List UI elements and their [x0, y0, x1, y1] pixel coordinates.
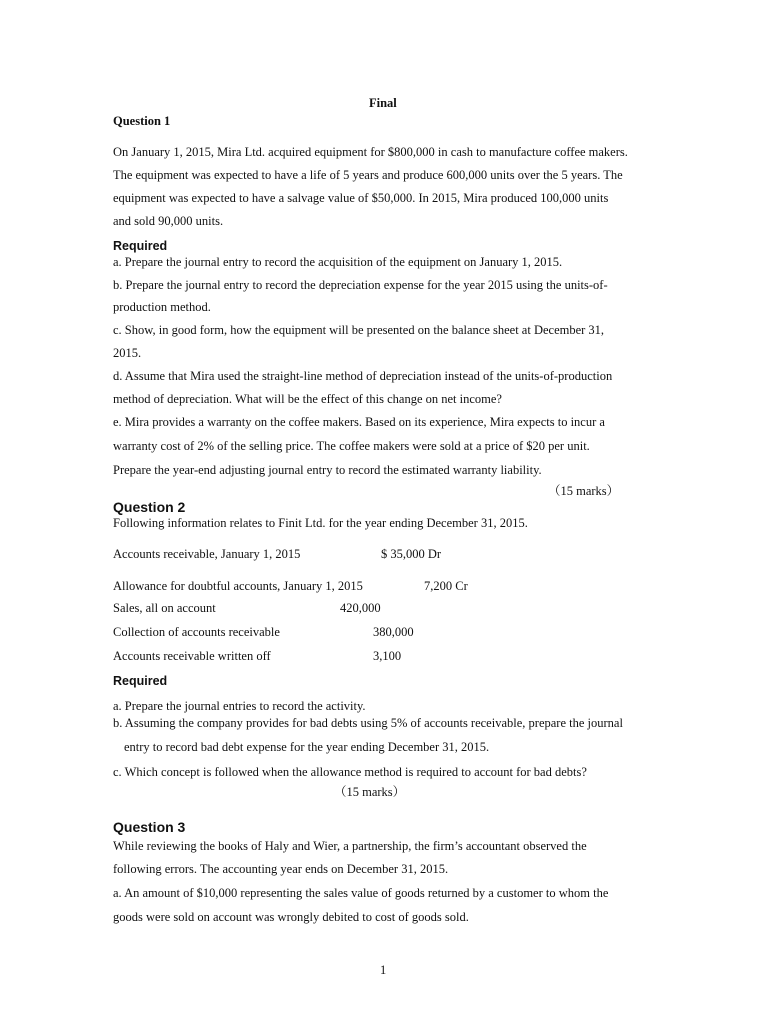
q1-item: b. Prepare the journal entry to record the depreciation expense for the year 2015 using the units-of- — [113, 278, 608, 292]
q2-row-label: Accounts receivable written off — [113, 649, 271, 663]
q1-item: e. Mira provides a warranty on the coffee makers. Based on its experience, Mira expects to incur a — [113, 415, 605, 429]
q1-para-line: and sold 90,000 units. — [113, 214, 224, 228]
q2-item: entry to record bad debt expense for the year ending December 31, 2015. — [124, 740, 490, 754]
q3-para-line: a. An amount of $10,000 representing the sales value of goods returned by a customer to whom the — [113, 886, 609, 900]
q1-para-line: The equipment was expected to have a life of 5 years and produce 600,000 units over the 5 years. The — [113, 168, 623, 182]
q3-para-line: following errors. The accounting year ends on December 31, 2015. — [113, 862, 449, 876]
q2-row-label: Sales, all on account — [113, 601, 216, 615]
q3-para-line: goods were sold on account was wrongly debited to cost of goods sold. — [113, 910, 469, 924]
q1-marks: （15 marks） — [548, 484, 620, 498]
q1-heading: Question 1 — [113, 114, 171, 128]
q1-para-line: On January 1, 2015, Mira Ltd. acquired equipment for $800,000 in cash to manufacture coffee makers. — [113, 145, 628, 159]
q1-required-heading: Required — [113, 239, 168, 253]
q1-item: a. Prepare the journal entry to record the acquisition of the equipment on January 1, 2015. — [113, 255, 563, 269]
q2-row-label: Allowance for doubtful accounts, January 1, 2015 — [113, 579, 363, 593]
page-number: 1 — [380, 963, 387, 977]
q1-item: 2015. — [113, 346, 142, 360]
q2-marks: （15 marks） — [334, 785, 406, 799]
q2-row-value: 380,000 — [373, 625, 414, 639]
q2-item: a. Prepare the journal entries to record the activity. — [113, 699, 366, 713]
q2-row-value: 420,000 — [340, 601, 381, 615]
q1-para-line: equipment was expected to have a salvage value of $50,000. In 2015, Mira produced 100,000 units — [113, 191, 609, 205]
q3-heading: Question 3 — [113, 819, 186, 835]
q3-para-line: While reviewing the books of Haly and Wier, a partnership, the firm’s accountant observed the — [113, 839, 587, 853]
q2-heading: Question 2 — [113, 499, 186, 515]
q2-row-value: 3,100 — [373, 649, 402, 663]
q2-row-label: Collection of accounts receivable — [113, 625, 280, 639]
document-title: Final — [369, 96, 397, 110]
q1-item: c. Show, in good form, how the equipment will be presented on the balance sheet at December 31, — [113, 323, 605, 337]
q2-intro: Following information relates to Finit Ltd. for the year ending December 31, 2015. — [113, 516, 528, 530]
q2-row-value: $ 35,000 Dr — [381, 547, 442, 561]
q2-required-heading: Required — [113, 674, 168, 688]
q1-item: production method. — [113, 300, 211, 314]
q1-item: Prepare the year-end adjusting journal entry to record the estimated warranty liability. — [113, 463, 542, 477]
q1-item: method of depreciation. What will be the effect of this change on net income? — [113, 392, 502, 406]
q2-row-label: Accounts receivable, January 1, 2015 — [113, 547, 301, 561]
q1-item: warranty cost of 2% of the selling price. The coffee makers were sold at a price of $20 per unit. — [113, 439, 590, 453]
q2-row-value: 7,200 Cr — [424, 579, 468, 593]
q2-item: b. Assuming the company provides for bad debts using 5% of accounts receivable, prepare the journal — [113, 716, 623, 730]
q1-item: d. Assume that Mira used the straight-line method of depreciation instead of the units-of-production — [113, 369, 613, 383]
q2-item: c. Which concept is followed when the allowance method is required to account for bad debts? — [113, 765, 587, 779]
